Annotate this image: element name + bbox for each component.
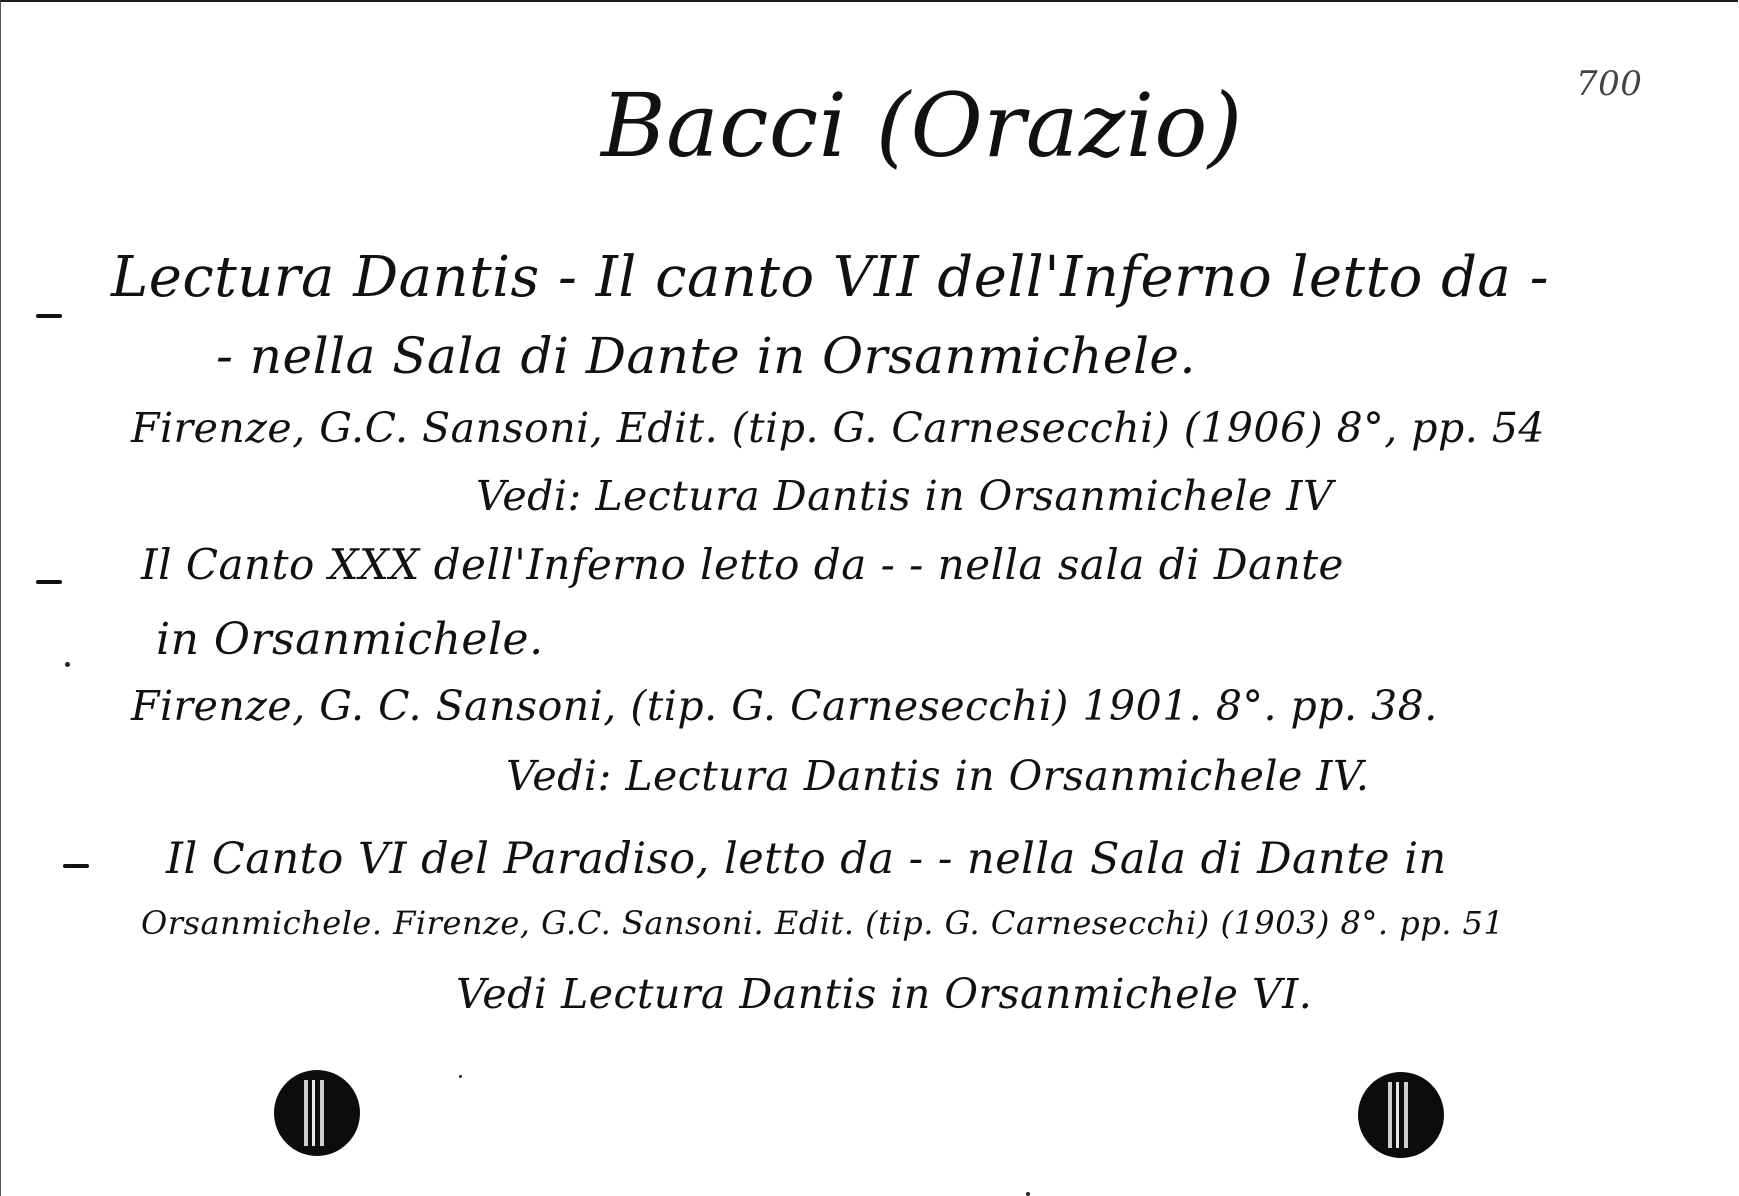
entry-1-title-cont: - nella Sala di Dante in Orsanmichele.: [216, 327, 1196, 385]
entry-1-title: Lectura Dantis - Il canto VII dell'Inferno letto da -: [111, 245, 1550, 310]
entry-2-imprint: Firenze, G. C. Sansoni, (tip. G. Carnesecchi) 1901. 8°. pp. 38.: [131, 682, 1438, 730]
stray-dot: [459, 1075, 462, 1078]
entry-1-see-also: Vedi: Lectura Dantis in Orsanmichele IV: [476, 472, 1334, 520]
author-heading: Bacci (Orazio): [601, 74, 1243, 177]
entry-3-title: Il Canto VI del Paradiso, letto da - - nella Sala di Dante in: [166, 834, 1447, 884]
entry-3-imprint: Orsanmichele. Firenze, G.C. Sansoni. Edit. (tip. G. Carnesecchi) (1903) 8°. pp. 51: [141, 904, 1505, 942]
entry-2-see-also: Vedi: Lectura Dantis in Orsanmichele IV.: [506, 752, 1370, 800]
entry-marker: [63, 864, 89, 868]
entry-marker: [36, 580, 62, 584]
catalog-number: 700: [1576, 64, 1643, 104]
entry-marker: [36, 314, 62, 318]
hole-glint: [1396, 1082, 1399, 1148]
stray-dot: [1026, 1192, 1030, 1196]
margin-dot: [65, 662, 70, 667]
punch-hole-right: [1358, 1072, 1444, 1158]
entry-3-see-also: Vedi Lectura Dantis in Orsanmichele VI.: [456, 970, 1313, 1018]
entry-2-title-cont: in Orsanmichele.: [156, 614, 544, 665]
entry-2-title: Il Canto XXX dell'Inferno letto da - - nella sala di Dante: [141, 540, 1344, 589]
hole-glint: [312, 1080, 315, 1146]
punch-hole-left: [274, 1070, 360, 1156]
entry-1-imprint: Firenze, G.C. Sansoni, Edit. (tip. G. Carnesecchi) (1906) 8°, pp. 54: [131, 404, 1545, 452]
